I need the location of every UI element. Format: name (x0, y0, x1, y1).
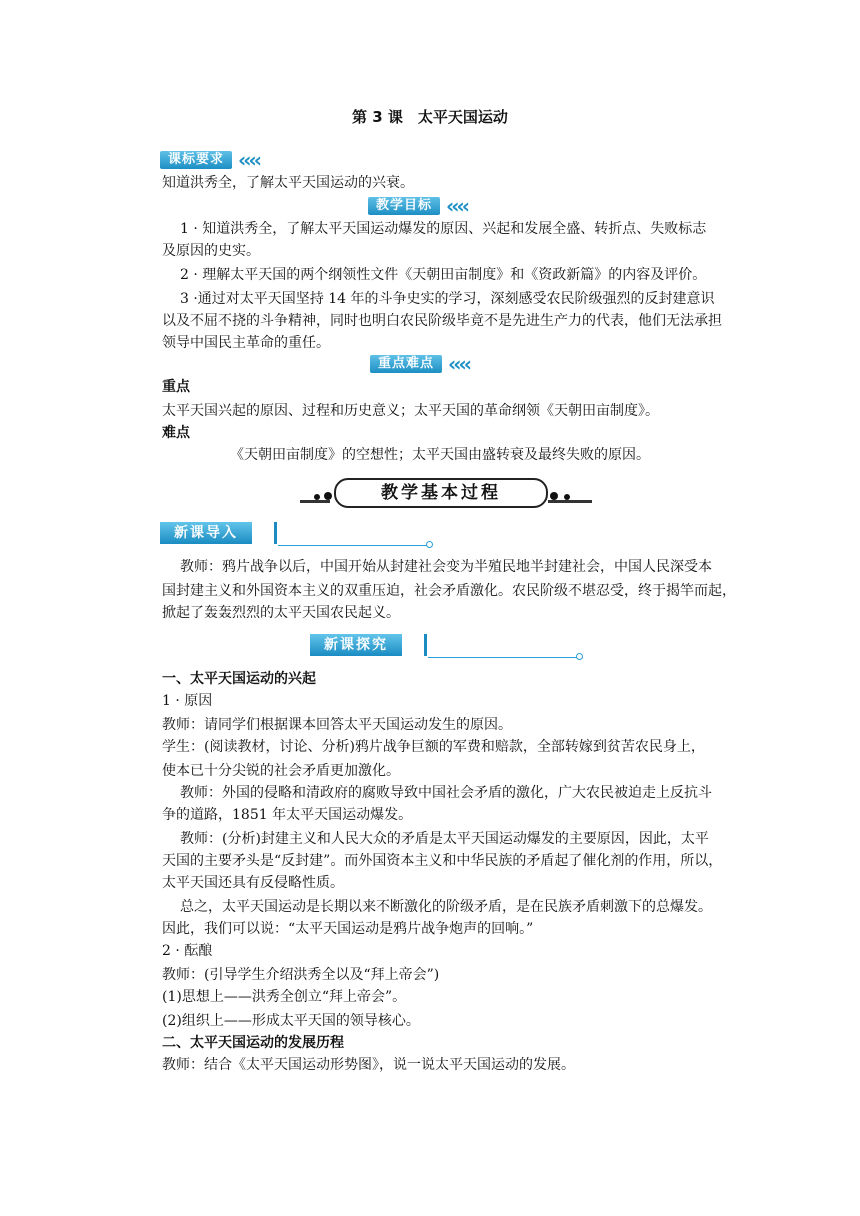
tanjiu-line: 教师：(引导学生介绍洪秀全以及“拜上帝会”) (162, 967, 440, 983)
tanjiu-line: 教师：外国的侵略和清政府的腐败导致中国社会矛盾的激化，广大农民被迫走上反抗斗 (180, 785, 712, 801)
section-daoru-label: 新课导入 (160, 522, 252, 544)
tanjiu-line: 1 · 原因 (162, 693, 213, 709)
page-title: 第 3 课 太平天国运动 (352, 108, 508, 126)
kebiao-text: 知道洪秀全，了解太平天国运动的兴衰。 (162, 175, 414, 191)
tanjiu-line: (1)思想上——洪秀全创立“拜上帝会”。 (162, 989, 407, 1005)
zhongdian-label: 重点 (162, 379, 190, 395)
mubiao-line: 2 · 理解太平天国的两个纲领性文件《天朝田亩制度》和《资政新篇》的内容及评价。 (180, 267, 707, 283)
ribbon-line-right (548, 500, 592, 503)
tanjiu-line: 教师：请同学们根据课本回答太平天国运动发生的原因。 (162, 717, 512, 733)
tanjiu-line: 总之，太平天国运动是长期以来不断激化的阶级矛盾，是在民族矛盾刺激下的总爆发。 (180, 899, 712, 915)
daoru-line: 教师：鸦片战争以后，中国开始从封建社会变为半殖民地半封建社会，中国人民深受本 (180, 559, 712, 575)
mubiao-line: 以及不屈不挠的斗争精神，同时也明白农民阶级毕竟不是先进生产力的代表，他们无法承担 (162, 313, 722, 329)
tanjiu-line: 教师：(分析)封建主义和人民大众的矛盾是太平天国运动爆发的主要原因，因此，太平 (180, 831, 709, 847)
tanjiu-line: 使本已十分尖锐的社会矛盾更加激化。 (162, 763, 400, 779)
zhongdian-text: 太平天国兴起的原因、过程和历史意义；太平天国的革命纲领《天朝田亩制度》。 (162, 403, 659, 419)
mubiao-line: 1 · 知道洪秀全，了解太平天国运动爆发的原因、兴起和发展全盛、转折点、失败标志 (180, 221, 707, 237)
tanjiu-line: 2 · 酝酿 (162, 943, 213, 959)
section-underline (278, 545, 428, 546)
chevrons-icon: ‹‹‹‹ (448, 352, 469, 376)
tag-mubiao-label: 教学目标 (368, 197, 440, 215)
mubiao-line: 领导中国民主革命的重任。 (162, 335, 330, 351)
section-tanjiu-label: 新课探究 (310, 634, 402, 656)
tanjiu-line: 因此，我们可以说：“太平天国运动是鸦片战争炮声的回响。” (162, 921, 534, 937)
tanjiu-line: 教师：结合《太平天国运动形势图》，说一说太平天国运动的发展。 (162, 1057, 575, 1073)
tanjiu-line: 太平天国还具有反侵略性质。 (162, 875, 344, 891)
process-ribbon (300, 476, 600, 510)
section-dot (576, 653, 583, 660)
heading-fazhan: 二、太平天国运动的发展历程 (162, 1035, 344, 1051)
daoru-line: 国封建主义和外国资本主义的双重压迫，社会矛盾激化。农民阶级不堪忍受，终于揭竿而起， (162, 583, 736, 599)
section-daoru (160, 522, 432, 546)
tag-zhongdian-label: 重点难点 (370, 355, 442, 373)
mubiao-line: 3 ·通过对太平天国坚持 14 年的斗争史实的学习，深刻感受农民阶级强烈的反封建意识 (180, 291, 715, 307)
chevrons-icon: ‹‹‹‹ (446, 194, 467, 218)
chevrons-icon: ‹‹‹‹ (238, 148, 259, 172)
tanjiu-line: 学生：(阅读教材，讨论、分析)鸦片战争巨额的军费和赔款，全部转嫁到贫苦农民身上， (162, 739, 705, 755)
ribbon-dot (314, 494, 320, 500)
section-bar-divider (424, 634, 427, 656)
section-dot (426, 541, 433, 548)
tag-kebiao (160, 150, 259, 170)
daoru-line: 掀起了轰轰烈烈的太平天国农民起义。 (162, 605, 400, 621)
tanjiu-line: (2)组织上——形成太平天国的领导核心。 (162, 1013, 420, 1029)
nandian-text: 《天朝田亩制度》的空想性；太平天国由盛转衰及最终失败的原因。 (230, 447, 650, 463)
ribbon-dot (550, 492, 558, 500)
nandian-label: 难点 (162, 425, 190, 441)
ribbon-line-left (300, 500, 330, 503)
tag-mubiao (368, 196, 467, 216)
tanjiu-line: 争的道路，1851 年太平天国运动爆发。 (162, 807, 413, 823)
section-tanjiu (310, 634, 582, 658)
ribbon-title: 教学基本过程 (334, 478, 548, 508)
tanjiu-line: 天国的主要矛头是“反封建”。而外国资本主义和中华民族的矛盾起了催化剂的作用，所以， (162, 853, 723, 869)
ribbon-dot (324, 492, 332, 500)
heading-xingqi: 一、太平天国运动的兴起 (162, 671, 316, 687)
section-bar-divider (274, 522, 277, 544)
tag-zhongdian (370, 354, 469, 374)
mubiao-line: 及原因的史实。 (162, 243, 260, 259)
section-underline (428, 657, 578, 658)
tag-kebiao-label: 课标要求 (160, 151, 232, 169)
